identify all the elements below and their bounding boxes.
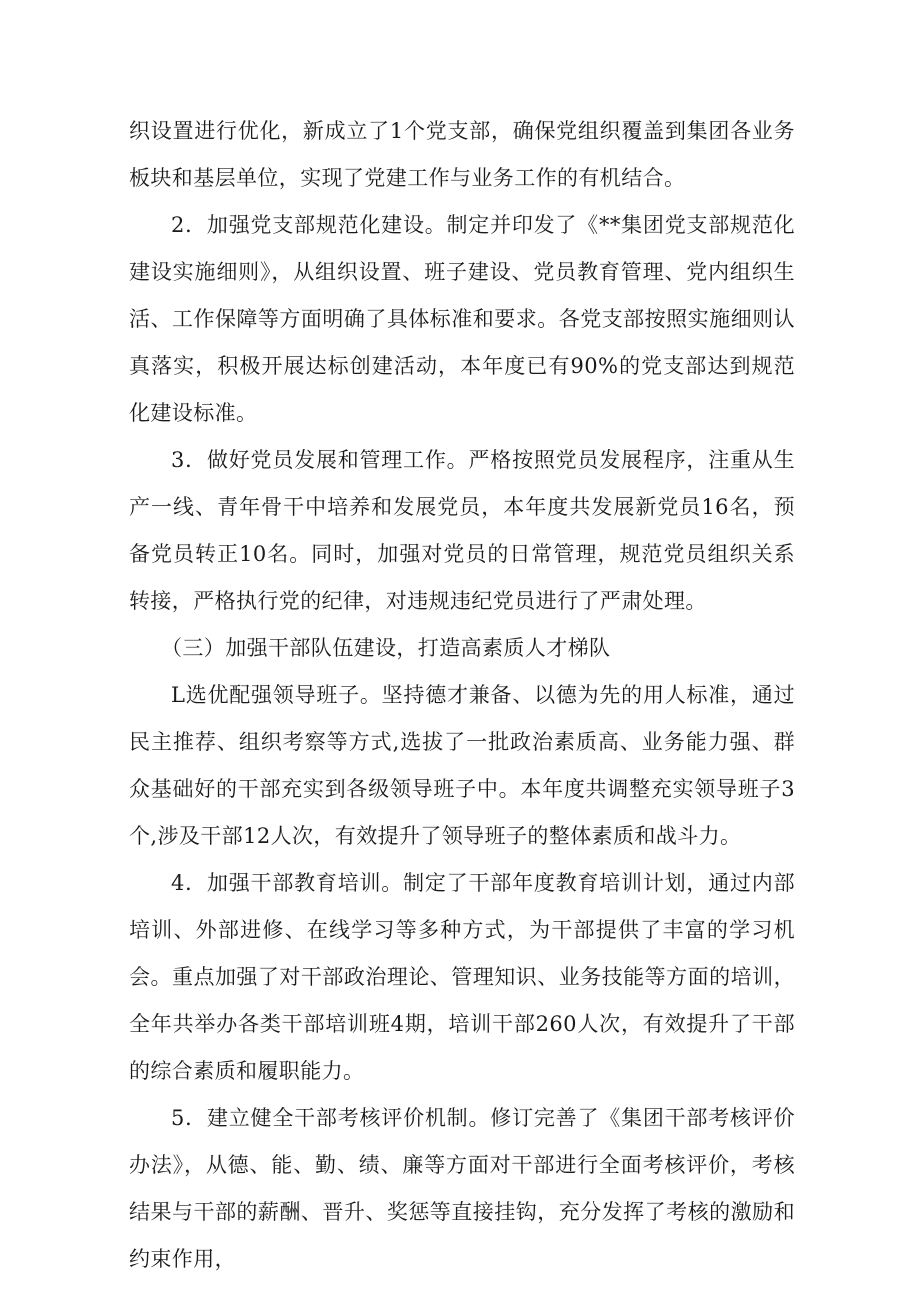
paragraph-continuation: 织设置进行优化，新成立了1个党支部，确保党组织覆盖到集团各业务板块和基层单位，实现了党建工作与业务工作的有机结合。 bbox=[129, 119, 795, 190]
paragraph-item-1: L选优配强领导班子。坚持德才兼备、以德为先的用人标准，通过民主推荐、组织考察等方式,选拔了一批政治素质高、业务能力强、群众基础好的干部充实到各级领导班子中。本年度共调整充实领导班子3个,涉及干部12人次，有效提升了领导班子的整体素质和战斗力。 bbox=[129, 683, 795, 848]
paragraph-item-2: 2．加强党支部规范化建设。制定并印发了《**集团党支部规范化建设实施细则》，从组织设置、班子建设、党员教育管理、党内组织生活、工作保障等方面明确了具体标准和要求。各党支部按照实施细则认真落实，积极开展达标创建活动，本年度已有90%的党支部达到规范化建设标准。 bbox=[129, 213, 795, 425]
paragraph-item-5: 5．建立健全干部考核评价机制。修订完善了《集团干部考核评价办法》，从德、能、勤、绩、廉等方面对干部进行全面考核评价，考核结果与干部的薪酬、晋升、奖惩等直接挂钩，充分发挥了考核的激励和约束作用， bbox=[129, 1106, 795, 1271]
paragraph-item-3: 3．做好党员发展和管理工作。严格按照党员发展程序，注重从生产一线、青年骨干中培养和发展党员，本年度共发展新党员16名，预备党员转正10名。同时，加强对党员的日常管理，规范党员组织关系转接，严格执行党的纪律，对违规违纪党员进行了严肃处理。 bbox=[129, 448, 795, 613]
section-heading: （三）加强干部队伍建设，打造高素质人才梯队 bbox=[161, 636, 611, 660]
document-body bbox=[129, 108, 795, 1283]
paragraph-item-4: 4．加强干部教育培训。制定了干部年度教育培训计划，通过内部培训、外部进修、在线学习等多种方式，为干部提供了丰富的学习机会。重点加强了对干部政治理论、管理知识、业务技能等方面的培训，全年共举办各类干部培训班4期，培训干部260人次，有效提升了干部的综合素质和履职能力。 bbox=[129, 871, 795, 1083]
